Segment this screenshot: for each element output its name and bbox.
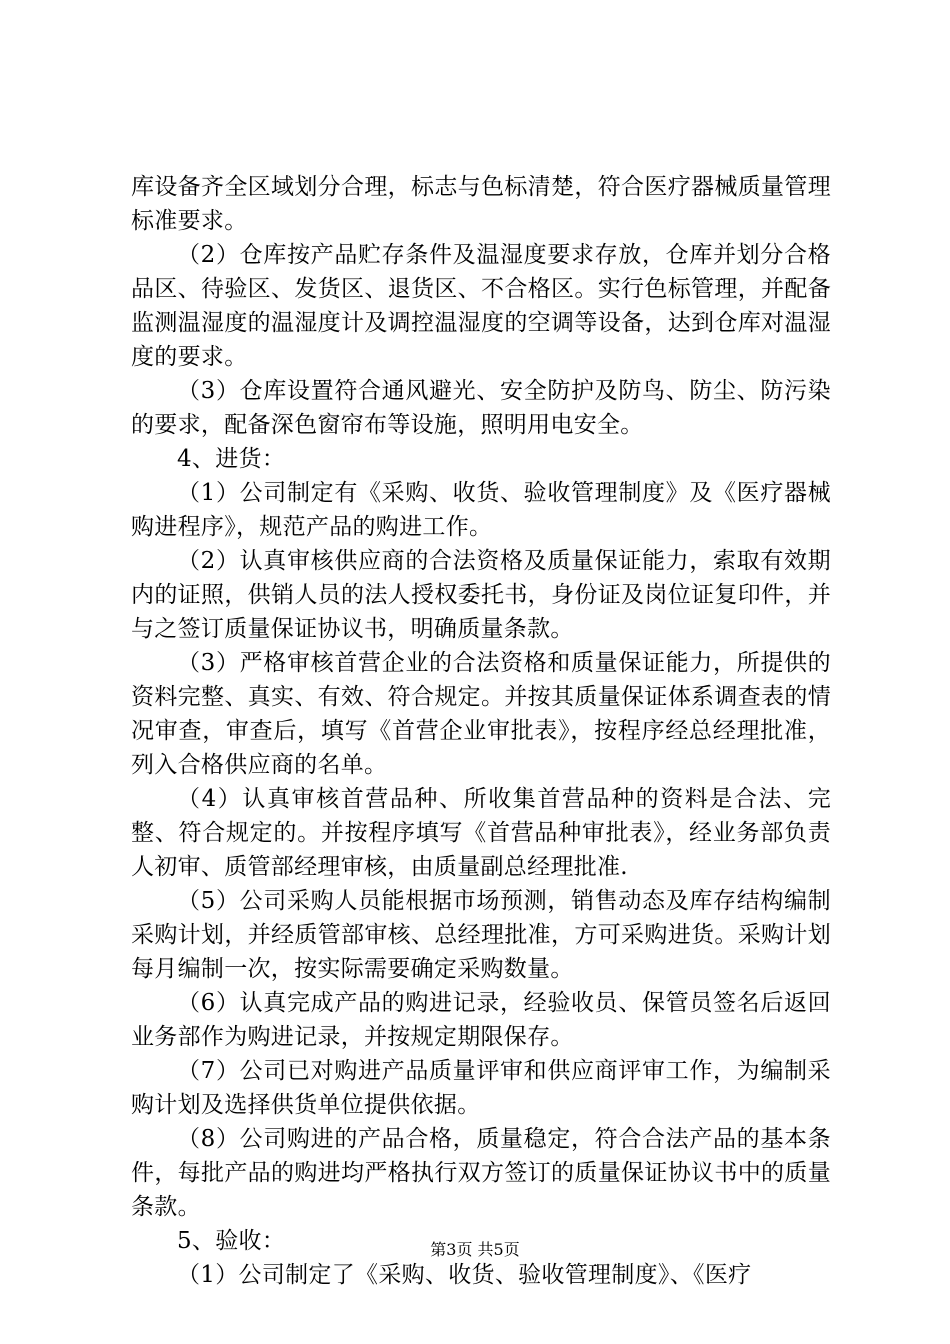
- paragraph-11: （7）公司已对购进产品质量评审和供应商评审工作，为编制采购计划及选择供货单位提供依据。: [131, 1058, 831, 1118]
- paragraph-7: （3）严格审核首营企业的合法资格和质量保证能力，所提供的资料完整、真实、有效、符合规定。并按其质量保证体系调查表的情况审查，审查后，填写《首营企业审批表》，按程序经总经理批准，列入合格供应商的名单。: [131, 650, 831, 778]
- paragraph-5: （1）公司制定有《采购、收货、验收管理制度》及《医疗器械购进程序》，规范产品的购进工作。: [131, 480, 831, 540]
- paragraph-14: （1）公司制定了《采购、收货、验收管理制度》、《医疗: [177, 1262, 752, 1288]
- paragraph-9: （5）公司采购人员能根据市场预测，销售动态及库存结构编制采购计划，并经质管部审核、总经理批准，方可采购进货。采购计划每月编制一次，按实际需要确定采购数量。: [131, 888, 831, 982]
- paragraph-12: （8）公司购进的产品合格，质量稳定，符合合法产品的基本条件，每批产品的购进均严格执行双方签订的质量保证协议书中的质量条款。: [131, 1126, 831, 1220]
- document-body: [131, 170, 831, 1292]
- paragraph-8: （4）认真审核首营品种、所收集首营品种的资料是合法、完整、符合规定的。并按程序填写《首营品种审批表》，经业务部负责人初审、质管部经理审核，由质量副总经理批准.: [131, 786, 831, 880]
- section-heading-purchasing: 4、进货：: [177, 446, 286, 472]
- section-heading-inspection: 5、验收：: [177, 1228, 286, 1254]
- paragraph-10: （6）认真完成产品的购进记录，经验收员、保管员签名后返回业务部作为购进记录，并按规定期限保存。: [131, 990, 831, 1050]
- paragraph-2: （2）仓库按产品贮存条件及温湿度要求存放，仓库并划分合格品区、待验区、发货区、退货区、不合格区。实行色标管理，并配备监测温湿度的温湿度计及调控温湿度的空调等设备，达到仓库对温湿度的要求。: [131, 242, 831, 370]
- paragraph-3: （3）仓库设置符合通风避光、安全防护及防鸟、防尘、防污染的要求，配备深色窗帘布等设施，照明用电安全。: [131, 378, 831, 438]
- page-footer: [0, 1240, 950, 1260]
- paragraph-6: （2）认真审核供应商的合法资格及质量保证能力，索取有效期内的证照，供销人员的法人授权委托书，身份证及岗位证复印件，并与之签订质量保证协议书，明确质量条款。: [131, 548, 831, 642]
- page-number-label: 第3页 共5页: [430, 1240, 520, 1259]
- paragraph-1: 库设备齐全区域划分合理，标志与色标清楚，符合医疗器械质量管理标准要求。: [131, 174, 831, 234]
